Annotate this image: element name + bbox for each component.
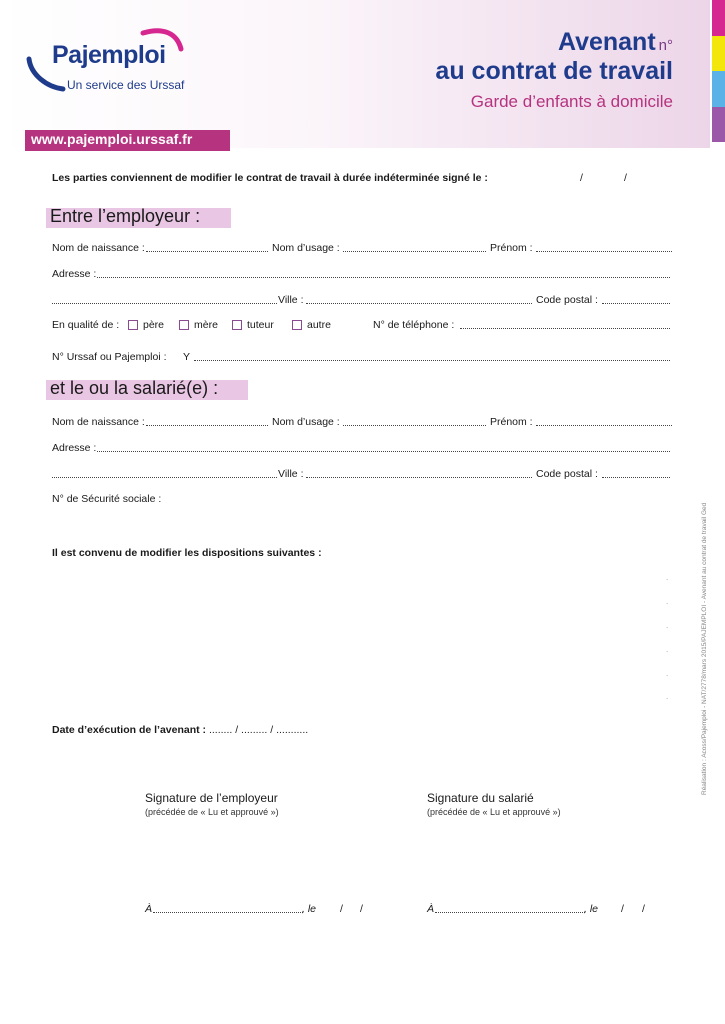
- option-tuteur-label: tuteur: [247, 319, 274, 331]
- employee-le-label: , le: [584, 903, 599, 915]
- employer-city-field[interactable]: [306, 294, 532, 304]
- color-bar-yellow: [712, 36, 725, 72]
- employee-usage-name-label: Nom d’usage :: [272, 416, 340, 428]
- employee-ssn-label: N° de Sécurité sociale :: [52, 493, 162, 505]
- option-mere-label: mère: [194, 319, 218, 331]
- employee-postcode-label: Code postal :: [536, 468, 598, 480]
- employer-section-title: Entre l’employeur :: [50, 206, 201, 226]
- logo-tagline: Un service des Urssaf: [67, 78, 185, 92]
- employer-urssaf-label: N° Urssaf ou Pajemploi :: [52, 351, 167, 363]
- intro-date-sep-2: /: [624, 172, 627, 184]
- employee-date-sep-2: /: [642, 903, 645, 915]
- employee-city-field[interactable]: [306, 468, 532, 478]
- employee-address-label: Adresse :: [52, 442, 97, 454]
- margin-dot: .: [666, 621, 669, 630]
- color-bar-purple: [712, 107, 725, 143]
- employee-birthname-label: Nom de naissance :: [52, 416, 145, 428]
- checkbox-pere[interactable]: [128, 320, 138, 330]
- option-autre-label: autre: [307, 319, 331, 331]
- title-subtitle: Garde d’enfants à domicile: [470, 92, 673, 111]
- employer-postcode-label: Code postal :: [536, 294, 598, 306]
- title-number-label: n°: [658, 37, 673, 54]
- employer-place-field[interactable]: [153, 903, 303, 913]
- employer-address-field[interactable]: [97, 268, 670, 278]
- margin-dot: .: [666, 597, 669, 606]
- employee-address-line2-field[interactable]: [52, 468, 277, 478]
- employer-firstname-field[interactable]: [536, 242, 672, 252]
- color-bars: [712, 0, 725, 142]
- margin-dot: .: [666, 692, 669, 701]
- dispositions-label: Il est convenu de modifier les dispositions suivantes :: [52, 547, 322, 559]
- employee-signature-title: Signature du salarié: [427, 791, 534, 805]
- employee-signature-note: (précédée de « Lu et approuvé »): [427, 807, 561, 817]
- side-production-note: Réalisation : Acoss/Pajemploi - NAT/2778/mars 2015/PAJEMPLOI - Avenant au contrat de travail Ged: [701, 502, 708, 795]
- color-bar-pink: [712, 0, 725, 36]
- employee-section-title: et le ou la salarié(e) :: [50, 378, 219, 398]
- employer-signature-note: (précédée de « Lu et approuvé »): [145, 807, 279, 817]
- margin-dot: .: [666, 645, 669, 654]
- employer-postcode-field[interactable]: [602, 294, 670, 304]
- employer-birthname-field[interactable]: [146, 242, 268, 252]
- employee-city-label: Ville :: [278, 468, 304, 480]
- website-url: www.pajemploi.urssaf.fr: [31, 131, 193, 147]
- logo-name: Pajemploi: [52, 41, 166, 69]
- document-title: [435, 28, 673, 112]
- employee-place-field[interactable]: [435, 903, 585, 913]
- employer-address-line2-field[interactable]: [52, 294, 277, 304]
- employer-le-label: , le: [302, 903, 317, 915]
- employee-birthname-field[interactable]: [146, 416, 268, 426]
- execution-date: [52, 724, 308, 736]
- margin-dot: .: [666, 573, 669, 582]
- checkbox-autre[interactable]: [292, 320, 302, 330]
- employee-postcode-field[interactable]: [602, 468, 670, 478]
- employer-phone-label: N° de téléphone :: [373, 319, 455, 331]
- employer-firstname-label: Prénom :: [490, 242, 533, 254]
- employer-address-label: Adresse :: [52, 268, 97, 280]
- employee-place-a: À: [427, 903, 435, 915]
- employer-place-a: À: [145, 903, 153, 915]
- option-pere-label: père: [143, 319, 165, 331]
- employee-usage-name-field[interactable]: [343, 416, 486, 426]
- employer-phone-field[interactable]: [460, 319, 670, 329]
- employer-usage-name-field[interactable]: [343, 242, 486, 252]
- margin-dot: .: [666, 669, 669, 678]
- employer-usage-name-label: Nom d’usage :: [272, 242, 340, 254]
- title-line1: Avenant: [557, 28, 656, 56]
- employer-role-label: En qualité de :: [52, 319, 120, 331]
- employee-firstname-label: Prénom :: [490, 416, 533, 428]
- intro-date-sep-1: /: [580, 172, 583, 184]
- employer-urssaf-field[interactable]: [194, 351, 670, 361]
- employee-address-field[interactable]: [97, 442, 670, 452]
- execution-date-field[interactable]: ........ / ......... / ...........: [208, 724, 309, 736]
- title-line2: au contrat de travail: [435, 57, 673, 85]
- color-bar-blue: [712, 71, 725, 107]
- intro-text: Les parties conviennent de modifier le contrat de travail à durée indéterminée signé le :: [52, 172, 488, 184]
- employer-signature-title: Signature de l’employeur: [145, 791, 278, 805]
- pajemploi-logo: [25, 27, 195, 97]
- employee-firstname-field[interactable]: [536, 416, 672, 426]
- employer-birthname-label: Nom de naissance :: [52, 242, 145, 254]
- execution-date-label: Date d’exécution de l’avenant :: [52, 724, 207, 736]
- employer-city-label: Ville :: [278, 294, 304, 306]
- employer-date-sep-2: /: [360, 903, 363, 915]
- employer-urssaf-prefix: Y: [183, 351, 191, 363]
- checkbox-mere[interactable]: [179, 320, 189, 330]
- employee-date-sep-1: /: [621, 903, 624, 915]
- employer-date-sep-1: /: [340, 903, 343, 915]
- checkbox-tuteur[interactable]: [232, 320, 242, 330]
